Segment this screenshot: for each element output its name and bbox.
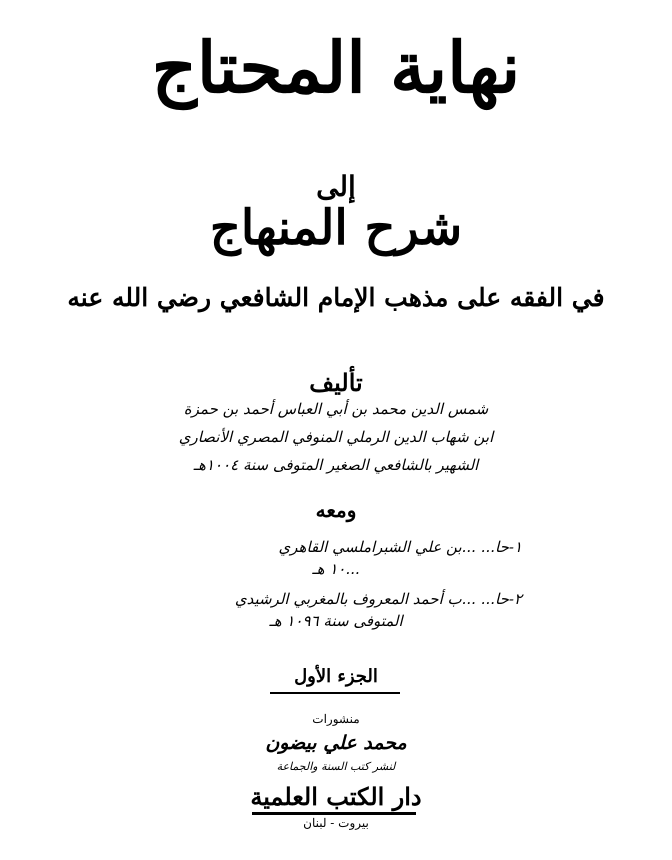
gloss-line-2: ٢-حا... ...ب أحمد المعروف بالمغربي الرشيدي [234,590,522,608]
book-subtitle: شرح المنهاج [209,200,463,256]
publishing-house-logo: دار الكتب العلمية [250,782,422,811]
fiqh-line: في الفقه على مذهب الإمام الشافعي رضي الله عنه [67,283,605,312]
author-line-3: الشهير بالشافعي الصغير المتوفى سنة ١٠٠٤هـ [193,456,479,474]
publisher-description: لنشر كتب السنة والجماعة [276,760,396,773]
authorship-heading: تأليف [309,368,363,397]
publisher-city: بيروت - لبنان [303,816,369,830]
volume-label: الجزء الأول [294,666,378,687]
author-line-1: شمس الدين محمد بن أبي العباس أحمد بن حمزة [183,400,489,418]
gloss-date-2: المتوفى سنة ١٠٩٦ هـ [269,612,403,630]
volume-underline [270,692,400,694]
publisher-label: منشورات [312,712,360,726]
book-title: نهاية المحتاج [151,26,521,109]
publishing-house-bar [252,812,416,815]
with-it-heading: ومعه [315,498,357,522]
gloss-line-1: ١-حا... ...بن علي الشبراملسي القاهري [278,538,522,556]
gloss-date-1: ...١٠ هـ [312,560,360,578]
author-line-2: ابن شهاب الدين الرملي المنوفي المصري الأنصاري [178,428,494,446]
publisher-name: محمد علي بيضون [265,732,407,754]
title-connector: إلى [316,170,356,203]
